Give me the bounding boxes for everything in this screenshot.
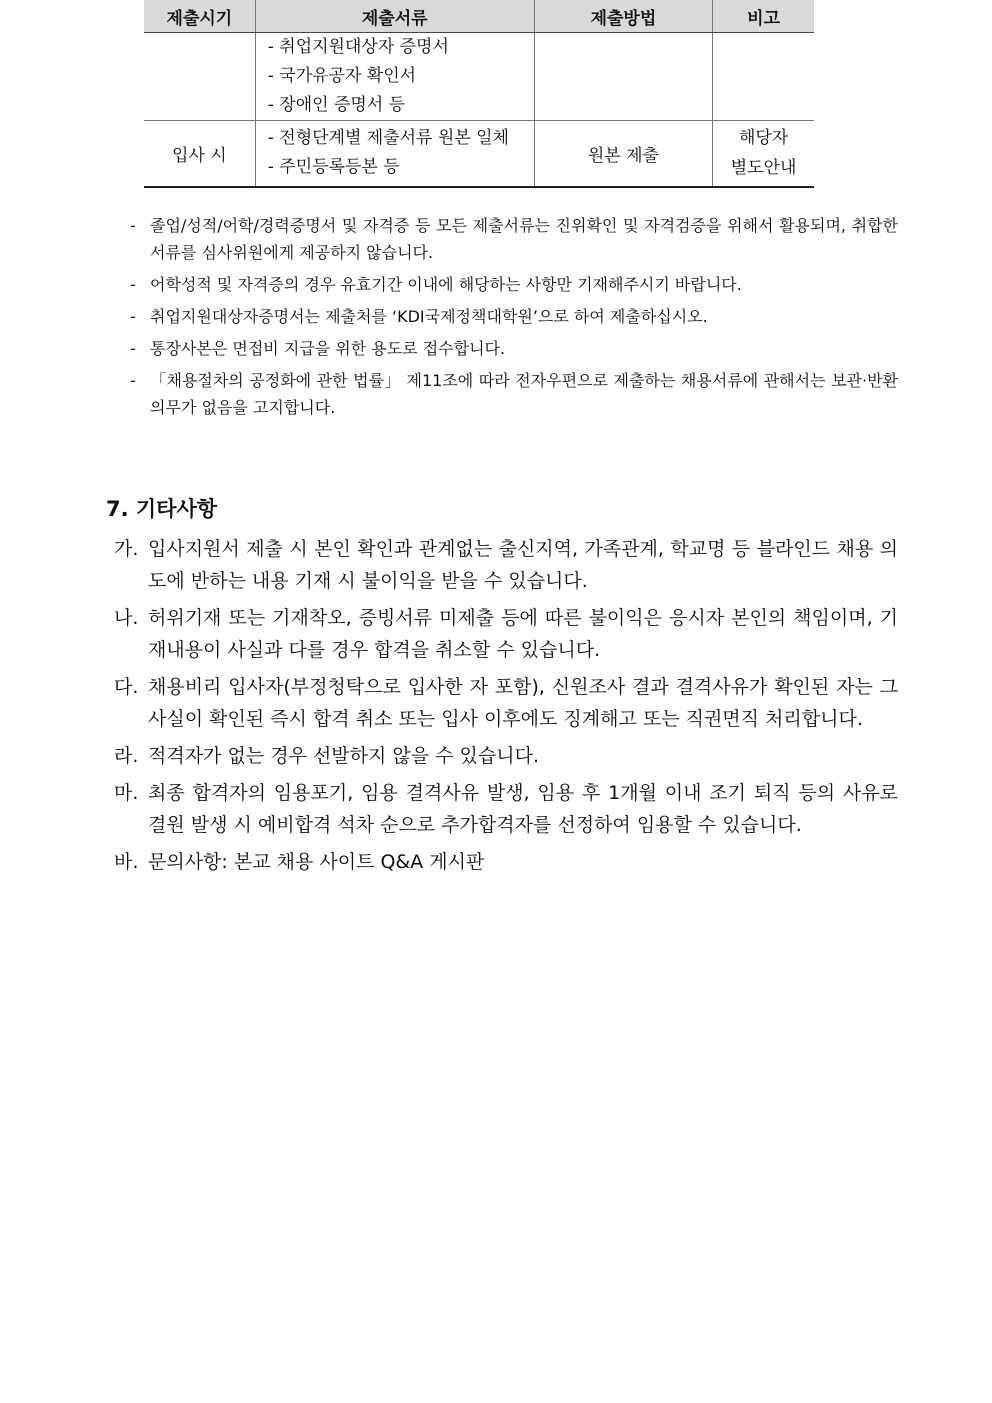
item-text: 최종 합격자의 임용포기, 임용 결격사유 발생, 임용 후 1개월 이내 조기 퇴직 등의 사유로 결원 발생 시 예비합격 석차 순으로 추가합격자를 선정하여 임용할 수 있습니다. bbox=[148, 782, 898, 836]
document-item: - 전형단계별 제출서류 원본 일체 bbox=[267, 128, 509, 149]
list-item bbox=[114, 602, 898, 666]
note-item: - 「채용절차의 공정화에 관한 법률」 제11조에 따라 전자우편으로 제출하는 채용서류에 관해서는 보관·반환의무가 없음을 고지합니다. bbox=[130, 371, 898, 417]
document-item: - 장애인 증명서 등 bbox=[267, 95, 406, 115]
cell-remarks bbox=[713, 121, 814, 187]
note-item: - 취업지원대상자증명서는 제출처를 ‘KDI국제정책대학원’으로 하여 제출하십시오. bbox=[130, 307, 708, 326]
remark-line: 해당자 bbox=[738, 128, 789, 149]
submission-documents-table bbox=[144, 0, 814, 188]
cell-documents bbox=[255, 33, 534, 121]
item-marker: 마. bbox=[114, 782, 139, 804]
remark-line: 별도안내 bbox=[730, 158, 797, 179]
list-item bbox=[114, 533, 898, 597]
item-marker: 다. bbox=[114, 676, 139, 698]
cell-timing bbox=[144, 33, 255, 121]
note-text: 어학성적 및 자격증의 경우 유효기간 이내에 해당하는 사항만 기재해주시기 바랍니다. bbox=[150, 275, 742, 294]
note-item: - 어학성적 및 자격증의 경우 유효기간 이내에 해당하는 사항만 기재해주시기 바랍니다. bbox=[130, 275, 742, 294]
item-text: 문의사항: 본교 채용 사이트 Q&A 게시판 bbox=[148, 851, 485, 873]
note-item: - 통장사본은 면접비 지급을 위한 용도로 접수합니다. bbox=[130, 339, 506, 358]
section-title: 7. 기타사항 bbox=[106, 497, 218, 521]
header-submission-method: 제출방법 bbox=[534, 0, 713, 33]
item-text: 입사지원서 제출 시 본인 확인과 관계없는 출신지역, 가족관계, 학교명 등 블라인드 채용 의도에 반하는 내용 기재 시 불이익을 받을 수 있습니다. bbox=[148, 538, 898, 592]
item-marker: 라. bbox=[114, 745, 139, 767]
header-submission-documents: 제출서류 bbox=[255, 0, 534, 33]
header-remarks: 비고 bbox=[713, 0, 814, 33]
table-header-row bbox=[144, 0, 814, 33]
list-item bbox=[114, 777, 898, 841]
document-item: - 취업지원대상자 증명서 bbox=[267, 37, 449, 57]
item-marker: 가. bbox=[114, 538, 139, 560]
document-item: - 국가유공자 확인서 bbox=[267, 66, 417, 86]
item-text: 채용비리 입사자(부정청탁으로 입사한 자 포함), 신원조사 결과 결격사유가 확인된 자는 그 사실이 확인된 즉시 합격 취소 또는 입사 이후에도 징계해고 또는 직권면직 처리합니다. bbox=[148, 676, 898, 730]
cell-remarks bbox=[713, 33, 814, 121]
cell-method: 원본 제출 bbox=[534, 121, 713, 187]
submission-notes-list bbox=[130, 212, 898, 426]
other-matters-list bbox=[114, 533, 898, 883]
note-text: 졸업/성적/어학/경력증명서 및 자격증 등 모든 제출서류는 진위확인 및 자격검증을 위해서 활용되며, 취합한 서류를 심사위원에게 제공하지 않습니다. bbox=[150, 216, 898, 262]
cell-timing: 입사 시 bbox=[144, 121, 255, 187]
list-item bbox=[114, 846, 898, 878]
item-marker: 나. bbox=[114, 607, 139, 629]
item-text: 허위기재 또는 기재착오, 증빙서류 미제출 등에 따른 불이익은 응시자 본인의 책임이며, 기재내용이 사실과 다를 경우 합격을 취소할 수 있습니다. bbox=[148, 607, 898, 661]
item-marker: 바. bbox=[114, 851, 139, 873]
header-submission-timing: 제출시기 bbox=[144, 0, 255, 33]
document-item: - 주민등록등본 등 bbox=[267, 157, 400, 178]
list-item bbox=[114, 671, 898, 735]
list-item bbox=[114, 740, 898, 772]
cell-documents bbox=[255, 121, 534, 187]
cell-method bbox=[534, 33, 713, 121]
table-row bbox=[144, 33, 814, 121]
note-item: - 졸업/성적/어학/경력증명서 및 자격증 등 모든 제출서류는 진위확인 및 자격검증을 위해서 활용되며, 취합한 서류를 심사위원에게 제공하지 않습니다. bbox=[130, 216, 898, 262]
item-text: 적격자가 없는 경우 선발하지 않을 수 있습니다. bbox=[148, 745, 540, 767]
note-text: 통장사본은 면접비 지급을 위한 용도로 접수합니다. bbox=[150, 339, 506, 358]
note-text: 취업지원대상자증명서는 제출처를 ‘KDI국제정책대학원’으로 하여 제출하십시오. bbox=[150, 307, 708, 326]
note-text: 「채용절차의 공정화에 관한 법률」 제11조에 따라 전자우편으로 제출하는 채용서류에 관해서는 보관·반환의무가 없음을 고지합니다. bbox=[150, 371, 898, 417]
table-row bbox=[144, 121, 814, 187]
